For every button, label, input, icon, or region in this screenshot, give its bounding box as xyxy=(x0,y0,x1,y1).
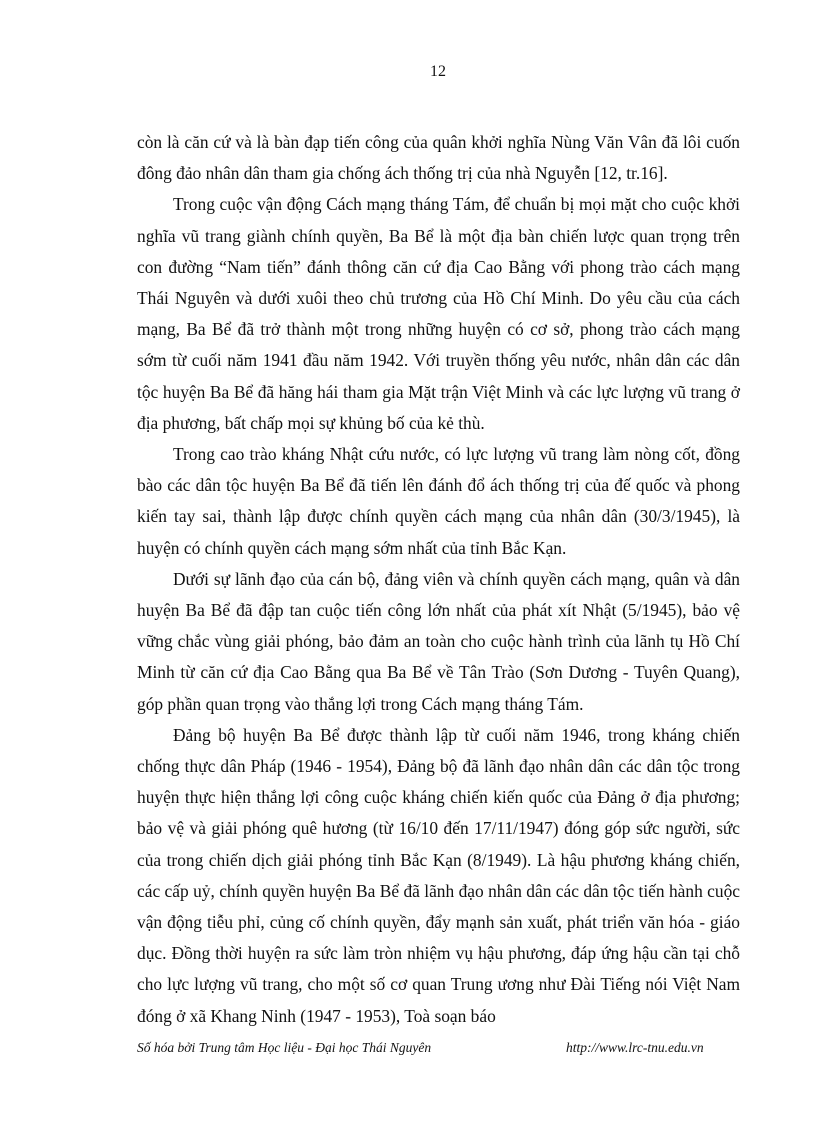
paragraph-anti-japanese: Trong cao trào kháng Nhật cứu nước, có lực lượng vũ trang làm nòng cốt, đồng bào các dân tộc huyện Ba Bể đã tiến lên đánh đổ ách thống trị của đế quốc và phong kiến tay sai, thành lập được chính quyền cách mạng của nhân dân (30/3/1945), là huyện có chính quyền cách mạng sớm nhất của tỉnh Bắc Kạn. xyxy=(137,444,740,558)
body-text xyxy=(137,127,740,1032)
paragraph-continuation: còn là căn cứ và là bàn đạp tiến công của quân khởi nghĩa Nùng Văn Vân đã lôi cuốn đông đảo nhân dân tham gia chống ách thống trị của nhà Nguyễn [12, tr.16]. xyxy=(137,132,740,184)
paragraph-august-revolution: Trong cuộc vận động Cách mạng tháng Tám, để chuẩn bị mọi mặt cho cuộc khởi nghĩa vũ trang giành chính quyền, Ba Bể là một địa bàn chiến lược quan trọng trên con đường “Nam tiến” đánh thông căn cứ địa Cao Bằng với phong trào cách mạng Thái Nguyên và dưới xuôi theo chủ trương của Hồ Chí Minh. Do yêu cầu của cách mạng, Ba Bể đã trở thành một trong những huyện có cơ sở, phong trào cách mạng sớm từ cuối năm 1941 đầu năm 1942. Với truyền thống yêu nước, nhân dân các dân tộc huyện Ba Bể đã hăng hái tham gia Mặt trận Việt Minh và các lực lượng vũ trang ở địa phương, bất chấp mọi sự khủng bố của kẻ thù. xyxy=(137,194,740,433)
footer-source: Số hóa bởi Trung tâm Học liệu - Đại học Thái Nguyên xyxy=(137,1040,432,1055)
footer-url[interactable]: http://www.lrc-tnu.edu.vn xyxy=(566,1040,704,1055)
page-number: 12 xyxy=(430,63,446,80)
paragraph-party-committee: Đảng bộ huyện Ba Bể được thành lập từ cuối năm 1946, trong kháng chiến chống thực dân Pháp (1946 - 1954), Đảng bộ đã lãnh đạo nhân dân các dân tộc trong huyện thực hiện thắng lợi công cuộc kháng chiến kiến quốc của Đảng ở địa phương; bảo vệ và giải phóng quê hương (từ 16/10 đến 17/11/1947) đóng góp sức người, sức của trong chiến dịch giải phóng tỉnh Bắc Kạn (8/1949). Là hậu phương kháng chiến, các cấp uỷ, chính quyền huyện Ba Bể đã lãnh đạo nhân dân các dân tộc tiến hành cuộc vận động tiễu phỉ, củng cố chính quyền, đẩy mạnh sản xuất, phát triển văn hóa - giáo dục. Đồng thời huyện ra sức làm tròn nhiệm vụ hậu phương, đáp ứng hậu cần tại chỗ cho lực lượng vũ trang, cho một số cơ quan Trung ương như Đài Tiếng nói Việt Nam đóng ở xã Khang Ninh (1947 - 1953), Toà soạn báo xyxy=(137,724,740,1026)
paragraph-leadership: Dưới sự lãnh đạo của cán bộ, đảng viên và chính quyền cách mạng, quân và dân huyện Ba Bể đã đập tan cuộc tiến công lớn nhất của phát xít Nhật (5/1945), bảo vệ vững chắc vùng giải phóng, bảo đảm an toàn cho cuộc hành trình của lãnh tụ Hồ Chí Minh từ căn cứ địa Cao Bằng qua Ba Bể về Tân Trào (Sơn Dương - Tuyên Quang), góp phần quan trọng vào thắng lợi trong Cách mạng tháng Tám. xyxy=(137,568,740,714)
